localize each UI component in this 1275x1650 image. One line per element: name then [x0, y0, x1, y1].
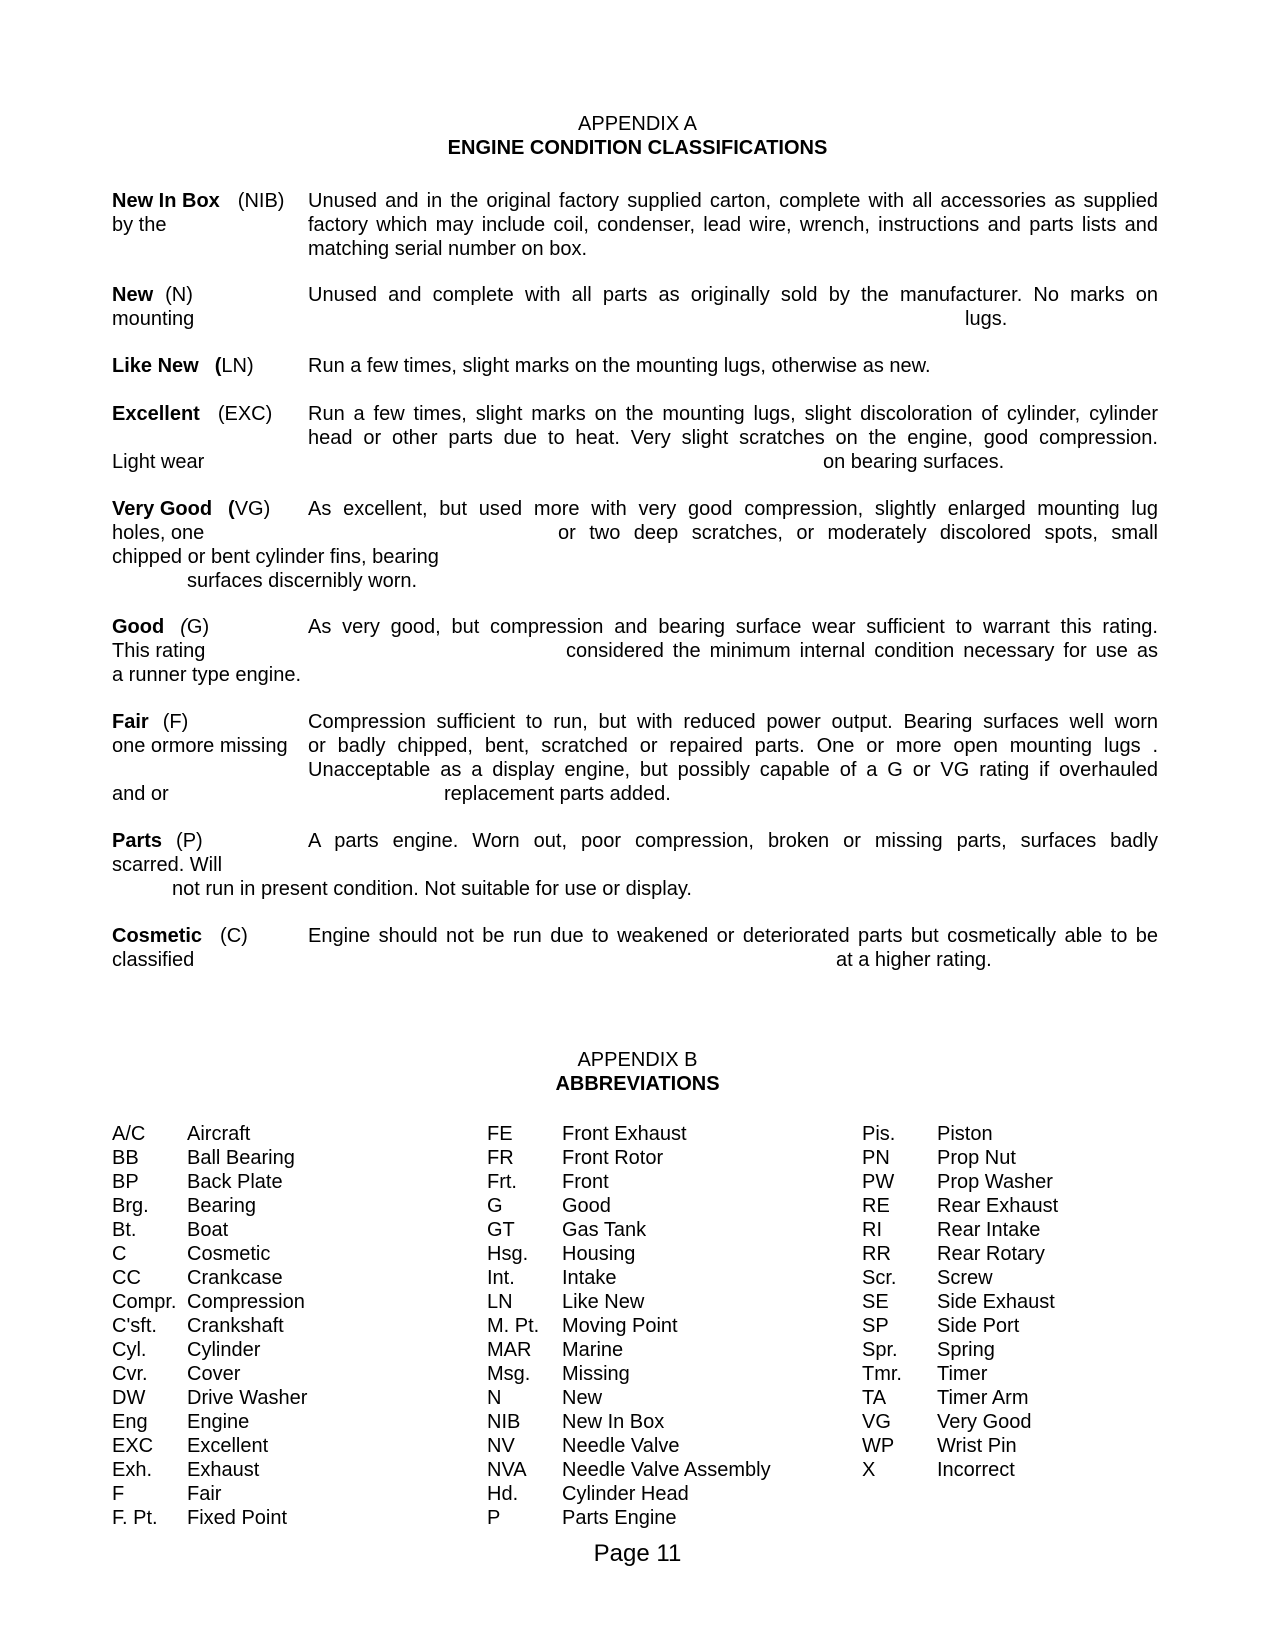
abbreviation-code: GT [487, 1219, 515, 1241]
classification-text: considered the minimum internal condition necessary for use as [566, 640, 1158, 662]
abbreviation-code: Scr. [862, 1267, 897, 1289]
abbreviation-meaning: Boat [187, 1219, 229, 1241]
abbreviation-code: MAR [487, 1339, 532, 1361]
abbreviation-meaning: Needle Valve [562, 1435, 680, 1457]
classification-name: Fair [112, 711, 149, 733]
abbreviation-code: Msg. [487, 1363, 531, 1385]
classification-code: (C) [220, 925, 248, 947]
abbreviation-code: RE [862, 1195, 890, 1217]
classification-like-new: Like New (LN) Run a few times, slight marks on the mounting lugs, otherwise as new. [112, 354, 1158, 378]
appendix-b-title: ABBREVIATIONS [555, 1073, 720, 1095]
classification-text: chipped or bent cylinder fins, bearing [112, 546, 439, 568]
abbreviation-code: DW [112, 1387, 146, 1409]
classification-good: Good (G) As very good, but compression and bearing surface wear sufficient to warrant this rating. This rating considered the minimum internal condition necessary for use as a runner type engine. [112, 616, 1158, 686]
abbreviation-code: X [862, 1459, 876, 1481]
abbreviation-meaning: Rear Exhaust [937, 1195, 1059, 1217]
abbreviation-meaning: Front Exhaust [562, 1123, 687, 1145]
classification-cosmetic [112, 924, 1158, 972]
abbreviation-code: Brg. [112, 1195, 149, 1217]
abbreviation-code: Cyl. [112, 1339, 147, 1361]
classification-text: Engine should not be run due to weakened or deteriorated parts but cosmetically able to be [308, 925, 1158, 947]
classification-name: Very Good [112, 498, 213, 520]
abbreviation-code: Hd. [487, 1483, 519, 1505]
classification-text: A parts engine. Worn out, poor compression, broken or missing parts, surfaces badly [308, 830, 1158, 852]
abbreviation-meaning: Ball Bearing [187, 1147, 295, 1169]
classification-code: G) [186, 616, 210, 638]
classification-text: Unused and complete with all parts as originally sold by the manufacturer. No marks on [308, 284, 1158, 306]
abbreviation-meaning: New [562, 1387, 603, 1409]
classification-text: or badly chipped, bent, scratched or repaired parts. One or more open mounting lugs . [308, 735, 1158, 757]
abbreviation-meaning: Engine [187, 1411, 250, 1433]
abbreviation-meaning: Side Port [937, 1315, 1020, 1337]
abbreviation-meaning: Good [562, 1195, 611, 1217]
abbreviation-code: NIB [487, 1411, 521, 1433]
classification-text: head or other parts due to heat. Very slight scratches on the engine, good compression. [308, 427, 1158, 449]
abbreviation-code: TA [862, 1387, 887, 1409]
abbreviation-code: LN [487, 1291, 513, 1313]
abbreviation-meaning: Bearing [187, 1195, 256, 1217]
abbreviation-code: PN [862, 1147, 890, 1169]
abbreviation-meaning: Side Exhaust [937, 1291, 1055, 1313]
abbreviation-code: PW [862, 1171, 895, 1193]
abbreviation-code: Tmr. [862, 1363, 902, 1385]
classification-text: This rating [112, 640, 206, 662]
classification-code: (F) [162, 711, 189, 733]
classification-text: a runner type engine. [112, 664, 302, 686]
abbreviation-meaning: Intake [562, 1267, 617, 1289]
abbreviation-meaning: Excellent [187, 1435, 269, 1457]
classification-text: at a higher rating. [836, 949, 992, 971]
abbreviation-code: Spr. [862, 1339, 898, 1361]
appendix-a-label: APPENDIX A [578, 113, 697, 135]
classification-text: lugs. [965, 308, 1008, 330]
abbreviation-code: SP [862, 1315, 889, 1337]
abbreviation-code: NV [487, 1435, 515, 1457]
classification-text: or two deep scratches, or moderately discolored spots, small [558, 522, 1158, 544]
classification-text: replacement parts added. [444, 783, 671, 805]
classification-text: Run a few times, slight marks on the mounting lugs, otherwise as new. [308, 355, 931, 377]
abbreviation-meaning: Timer Arm [937, 1387, 1029, 1409]
abbreviation-meaning: Cylinder Head [562, 1483, 689, 1505]
abbreviation-meaning: Incorrect [937, 1459, 1015, 1481]
abbreviation-code: G [487, 1195, 503, 1217]
classification-text: not run in present condition. Not suitable for use or display. [172, 878, 692, 900]
abbreviation-code: Eng [112, 1411, 148, 1433]
page-number: Page 11 [593, 1540, 682, 1567]
abbreviation-meaning: Cosmetic [187, 1243, 271, 1265]
abbreviation-code: WP [862, 1435, 895, 1457]
classification-text: Compression sufficient to run, but with reduced power output. Bearing surfaces well worn [308, 711, 1158, 733]
classification-text: mounting [112, 308, 195, 330]
classification-excellent [112, 402, 1158, 474]
classification-text: Unused and in the original factory supplied carton, complete with all accessories as supplied [308, 190, 1158, 212]
abbreviation-code: Cvr. [112, 1363, 148, 1385]
abbreviation-code: RR [862, 1243, 891, 1265]
abbreviation-meaning: Very Good [937, 1411, 1032, 1433]
abbreviation-meaning: Fair [187, 1483, 222, 1505]
abbreviation-meaning: Wrist Pin [937, 1435, 1017, 1457]
classification-text: classified [112, 949, 195, 971]
abbreviation-code: Frt. [487, 1171, 517, 1193]
classification-text: factory which may include coil, condenser, lead wire, wrench, instructions and parts lists and [308, 214, 1158, 236]
classification-text: matching serial number on box. [308, 238, 588, 260]
abbreviation-code: C [112, 1243, 127, 1265]
abbreviation-meaning: Like New [562, 1291, 645, 1313]
abbreviation-code: N [487, 1387, 502, 1409]
abbreviation-code: Hsg. [487, 1243, 529, 1265]
classification-text: surfaces discernibly worn. [187, 570, 418, 592]
classification-new [112, 283, 1158, 331]
abbreviation-code: Compr. [112, 1291, 177, 1313]
abbreviation-code: P [487, 1507, 501, 1529]
classification-code: VG) [234, 498, 271, 520]
classification-text: scarred. Will [112, 854, 223, 876]
appendix-b-label: APPENDIX B [577, 1049, 698, 1071]
classification-code: (NIB) [237, 190, 285, 212]
abbreviation-meaning: Front [562, 1171, 609, 1193]
abbreviation-meaning: Gas Tank [562, 1219, 647, 1241]
abbreviation-meaning: Marine [562, 1339, 624, 1361]
classification-code: (N) [165, 284, 193, 306]
classification-text: one ormore missing [112, 735, 288, 757]
abbreviation-code: A/C [112, 1123, 146, 1145]
abbreviation-code: M. Pt. [487, 1315, 540, 1337]
abbreviation-meaning: Prop Washer [937, 1171, 1053, 1193]
abbreviation-code: RI [862, 1219, 882, 1241]
abbreviation-meaning: Spring [937, 1339, 995, 1361]
abbreviation-code: BP [112, 1171, 139, 1193]
abbreviation-meaning: Piston [937, 1123, 993, 1145]
abbreviation-meaning: New In Box [562, 1411, 665, 1433]
classification-code: LN) [221, 355, 254, 377]
classification-name: Excellent [112, 403, 200, 425]
abbreviation-meaning: Timer [937, 1363, 988, 1385]
classification-name: New [112, 284, 154, 306]
abbreviation-meaning: Back Plate [187, 1171, 283, 1193]
abbreviation-code: F. Pt. [112, 1507, 158, 1529]
classification-name: Like New [112, 355, 199, 377]
abbreviation-code: VG [862, 1411, 891, 1433]
abbreviation-meaning: Aircraft [187, 1123, 251, 1145]
abbreviation-code: FR [487, 1147, 514, 1169]
abbreviation-meaning: Exhaust [187, 1459, 260, 1481]
classification-text: holes, one [112, 522, 205, 544]
classification-text: and or [112, 783, 169, 805]
abbreviation-meaning: Crankcase [187, 1267, 283, 1289]
abbreviation-code: BB [112, 1147, 139, 1169]
abbreviation-code: SE [862, 1291, 889, 1313]
classification-parts [112, 829, 1158, 901]
appendix-a-title: ENGINE CONDITION CLASSIFICATIONS [447, 137, 828, 159]
abbreviation-meaning: Cover [187, 1363, 241, 1385]
abbreviation-code: CC [112, 1267, 141, 1289]
abbreviation-meaning: Drive Washer [187, 1387, 308, 1409]
abbreviation-code: Int. [487, 1267, 515, 1289]
abbreviation-meaning: Fixed Point [187, 1507, 288, 1529]
classification-name: New In Box [112, 190, 220, 212]
classification-text: As excellent, but used more with very good compression, slightly enlarged mounting lug [308, 498, 1158, 520]
abbreviation-meaning: Parts Engine [562, 1507, 677, 1529]
abbreviation-meaning: Compression [187, 1291, 305, 1313]
classification-name: Cosmetic [112, 925, 203, 947]
classification-very-good: Very Good (VG) As excellent, but used more with very good compression, slightly enlarged mounting lug holes, one or two deep scratches, or moderately discolored spots, small chipped or bent cylinder fins, bearing surfaces discernibly worn. [112, 498, 1158, 592]
classification-fair [112, 710, 1158, 806]
classification-text: Unacceptable as a display engine, but possibly capable of a G or VG rating if overhauled [308, 759, 1158, 781]
appendix-a-heading [0, 112, 1275, 160]
abbreviation-code: Pis. [862, 1123, 896, 1145]
abbreviation-code: C'sft. [112, 1315, 157, 1337]
classification-text: As very good, but compression and bearing surface wear sufficient to warrant this rating. [308, 616, 1158, 638]
classification-nib [112, 189, 1158, 261]
abbreviation-meaning: Screw [937, 1267, 993, 1289]
appendix-b-heading [0, 1048, 1275, 1096]
abbreviation-code: Bt. [112, 1219, 137, 1241]
abbreviation-meaning: Cylinder [187, 1339, 261, 1361]
abbreviation-code: Exh. [112, 1459, 153, 1481]
abbreviation-code: FE [487, 1123, 513, 1145]
abbreviation-code: EXC [112, 1435, 154, 1457]
abbreviation-meaning: Moving Point [562, 1315, 678, 1337]
abbreviation-meaning: Rear Intake [937, 1219, 1041, 1241]
classification-code: (P) [176, 830, 203, 852]
abbreviation-meaning: Rear Rotary [937, 1243, 1045, 1265]
classification-text: by the [112, 214, 167, 236]
abbreviation-meaning: Front Rotor [562, 1147, 664, 1169]
abbreviation-meaning: Missing [562, 1363, 630, 1385]
classification-text: on bearing surfaces. [823, 451, 1005, 473]
classification-code: (EXC) [217, 403, 273, 425]
abbreviation-meaning: Needle Valve Assembly [562, 1459, 771, 1481]
abbreviation-code: F [112, 1483, 125, 1505]
classification-name: Parts [112, 830, 163, 852]
abbreviation-meaning: Housing [562, 1243, 636, 1265]
classification-text: Light wear [112, 451, 205, 473]
classification-text: Run a few times, slight marks on the mounting lugs, slight discoloration of cylinder, cylinder [308, 403, 1158, 425]
abbreviation-meaning: Crankshaft [187, 1315, 284, 1337]
abbreviation-code: NVA [487, 1459, 527, 1481]
classification-name: Good [112, 616, 165, 638]
abbreviation-meaning: Prop Nut [937, 1147, 1016, 1169]
